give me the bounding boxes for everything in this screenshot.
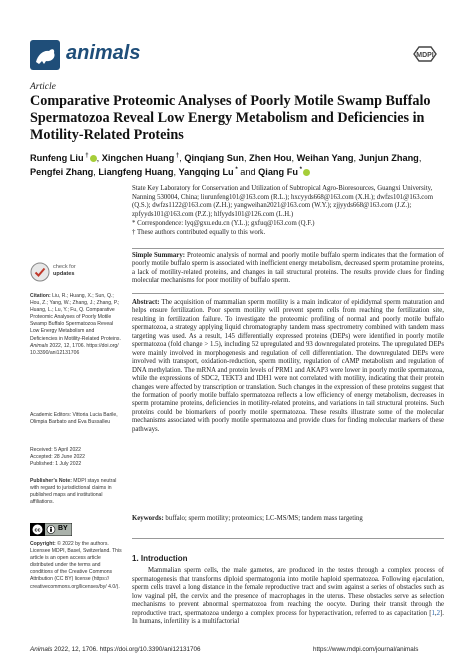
intro-text-before: Mammalian sperm cells, the male gametes, are produced in the testes through a complex process of spermatogenesis that transforms diploid spermatogonia into motile haploid spermatozoa. Following ejaculation, sperm cells travel a long distance in the female reproductive tract and swim against a series of obstacles such as low vaginal pH, the cervix and the presence of macrophages in the uterus. These obstacles serve as selection mechanisms to prevent abnormal spermatozoa from reaching the oocyte. During their transit through the reproductive tract, spermatozoa undergo a complex process for hyperactivation, referred to as capacitation [ bbox=[132, 567, 444, 617]
received-date: Received: 5 April 2022 bbox=[30, 447, 81, 453]
citation-journal: Animals bbox=[30, 342, 49, 349]
paper-title: Comparative Proteomic Analyses of Poorly Motile Swamp Buffalo Spermatozoa Reveal Low Energy Metabolism and Deficiencies in Motility-Related Proteins bbox=[30, 93, 431, 143]
orcid-icon[interactable] bbox=[90, 155, 97, 162]
author-separator: , bbox=[244, 153, 250, 164]
publisher-note bbox=[30, 478, 122, 506]
check-updates-line2: updates bbox=[53, 271, 75, 277]
divider bbox=[132, 248, 444, 249]
publisher-note-text: MDPI stays neutral with regard to jurisdictional claims in published maps and institutional affiliations. bbox=[30, 478, 117, 506]
orcid-icon[interactable] bbox=[303, 169, 310, 176]
author-separator: , bbox=[173, 167, 179, 178]
check-updates-line1: check for bbox=[53, 264, 76, 270]
copyright-label: Copyright: bbox=[30, 541, 56, 547]
author-separator: , bbox=[418, 153, 422, 164]
author-separator: , bbox=[353, 153, 359, 164]
citation-volume: 2022, 12, 1706. https://doi.org/ 10.3390/ani12131706 bbox=[30, 342, 119, 356]
check-for-updates-button[interactable] bbox=[30, 262, 100, 284]
copyright-block bbox=[30, 541, 122, 591]
ref-separator: , bbox=[434, 609, 437, 617]
divider bbox=[132, 293, 444, 294]
published-date: Published: 1 July 2022 bbox=[30, 461, 82, 468]
author-name: Pengfei Zhang bbox=[30, 167, 94, 178]
reference-link[interactable]: 1 bbox=[431, 609, 435, 617]
citation-label: Citation: bbox=[30, 293, 51, 299]
abstract-label: Abstract: bbox=[132, 299, 160, 306]
author-mark: † bbox=[174, 153, 180, 159]
divider bbox=[132, 538, 444, 539]
footer-citation-rest: 2022, 12, 1706. https://doi.org/10.3390/ani12131706 bbox=[52, 646, 201, 653]
author-separator: , bbox=[179, 153, 185, 164]
cc-badge-text: BY bbox=[58, 525, 68, 532]
article-type: Article bbox=[30, 82, 56, 92]
cc-by-license-badge[interactable] bbox=[30, 523, 72, 536]
author-name: Qiang Fu bbox=[258, 167, 298, 178]
mdpi-logo-text: MDPI bbox=[416, 52, 434, 59]
introduction-text bbox=[132, 567, 444, 627]
equal-contribution-note: † These authors contributed equally to this work. bbox=[132, 228, 266, 236]
author-mark: † bbox=[83, 153, 89, 159]
dates-block bbox=[30, 447, 122, 468]
author-name: Junjun Zhang bbox=[358, 153, 419, 164]
journal-name: animals bbox=[66, 42, 141, 64]
intro-text-after: ]. In humans, infertility is a multifactorial bbox=[132, 609, 444, 625]
mdpi-logo-icon[interactable] bbox=[410, 43, 440, 65]
author-separator: , bbox=[93, 167, 99, 178]
author-separator: and bbox=[237, 167, 259, 178]
check-updates-icon bbox=[30, 262, 50, 282]
publisher-note-label: Publisher’s Note: bbox=[30, 478, 72, 484]
author-name: Qinqiang Sun bbox=[184, 153, 245, 164]
section-heading: 1. Introduction bbox=[132, 554, 188, 563]
author-list bbox=[30, 150, 450, 178]
author-mark: * bbox=[297, 167, 302, 174]
simple-summary bbox=[132, 252, 444, 286]
footer-journal: Animals bbox=[30, 646, 53, 653]
footer-citation bbox=[30, 646, 201, 653]
copyright-text: © 2022 by the authors. Licensee MDPI, Basel, Switzerland. This article is an open access article distributed under the terms and conditions of the Creative Commons Attribution (CC BY) license (https:// creativecommons.org/licenses/by/ 4.0/). bbox=[30, 541, 122, 590]
affiliation-block bbox=[132, 185, 444, 237]
author-name: Xingchen Huang bbox=[101, 153, 175, 164]
author-name: Runfeng Liu bbox=[30, 153, 84, 164]
author-separator: , bbox=[291, 153, 297, 164]
keywords-label: Keywords: bbox=[132, 515, 164, 522]
academic-editors: Academic Editors: Vittoria Lucia Barile, Olimpia Barbato and Eva Bussalleu bbox=[30, 412, 118, 426]
simple-summary-text: Proteomic analysis of normal and poorly motile buffalo sperm indicates that the formation of poorly motile buffalo sperm is associated with inefficient energy metabolism, decreased sperm protamine proteins, a lack of motility-related proteins, and changes in tail structural proteins. The results provide clues for finding molecular mechanisms for poor motility of buffalo sperm. bbox=[132, 252, 445, 285]
author-name: Yangqing Lu bbox=[178, 167, 234, 178]
author-name: Weihan Yang bbox=[296, 153, 354, 164]
keywords bbox=[132, 515, 444, 523]
author-mark: * bbox=[233, 167, 238, 174]
citation-text: Liu, R.; Huang, X.; Sun, Q.; Hou, Z.; Yang, W.; Zhang, J.; Zhang, P.; Huang, L.; Lu, Y.; Fu, Q. Comparative Proteomic Analyses of Poorly Motile Swamp Buffalo Spermatozoa Reveal Low Energy Metabolism and Deficiencies in Motility-Related Proteins. bbox=[30, 293, 121, 342]
author-name: Liangfeng Huang bbox=[98, 167, 174, 178]
affiliation-text: State Key Laboratory for Conservation and Utilization of Subtropical Agro-Bioresources, Guangxi University, Nanning 530004, China; liurunfeng101@163.com (R.L.); hxcyyds668@163.com (X.H.); dwfzs101@163.com (Q.S.); dwfzs1122@163.com (Z.H.); yangweihan2021@163.com (W.Y.); zjjyyds668@163.com (J.Z.); zpfyyds101@163.com (P.Z.); hlfyyds101@126.com (L.H.) bbox=[132, 185, 433, 219]
correspondence-text: * Correspondence: lyq@gxu.edu.cn (Y.L.); gxfuq@163.com (Q.F.) bbox=[132, 219, 315, 227]
journal-logo-icon bbox=[30, 40, 60, 70]
citation-block bbox=[30, 293, 122, 357]
author-separator: , bbox=[96, 153, 102, 164]
keywords-text: buffalo; sperm motility; proteomics; LC-MS/MS; tandem mass targeting bbox=[163, 515, 363, 522]
abstract-text: The acquisition of mammalian sperm motility is a main indicator of epididymal sperm maturation and helps ensure fertilization. Poor sperm motility will prevent sperm cells from reaching the fertilization site, resulting in fertilization failure. To investigate the proteomic profiling of normal and poorly motile buffalo spermatozoa, a strategy applying liquid chromatography tandem mass spectrometry combined with tandem mass targeting was used. As a result, 145 differentially expressed proteins (DEPs) were identified in poorly motile spermatozoa (fold change > 1.5), including 52 upregulated and 93 downregulated proteins. The upregulated DEPs were mainly involved in morphogenesis and regulation of cell differentiation. The downregulated DEPs were involved with transport, oxidation-reduction, sperm motility, regulation of cAMP metabolism and regulation of DNA methylation. The mRNA and protein levels of PRM1 and AKAP3 were lower in poorly motile spermatozoa, while the expressions of SDC2, TEKT3 and IDH1 were not correlated with motility, indicating that their protein changes were affected by transcription or translation. Such changes in the expression of these proteins suggest that the formation of poorly motile buffalo spermatozoa reflects a low efficiency of energy metabolism, decreases in sperm protamine proteins, deficiencies in motility-related proteins, and variations in tail structural proteins. Such proteins could be biomarkers of poorly motile spermatozoa. These results illustrate some of the molecular mechanisms associated with poorly motile spermatozoa and provide clues for finding molecular markers of these pathways. bbox=[132, 299, 444, 433]
svg-text:cc: cc bbox=[34, 527, 41, 534]
author-name: Zhen Hou bbox=[249, 153, 292, 164]
simple-summary-label: Simple Summary: bbox=[132, 252, 185, 259]
reference-link[interactable]: 2 bbox=[436, 609, 441, 617]
footer-journal-link[interactable]: https://www.mdpi.com/journal/animals bbox=[313, 646, 419, 653]
abstract bbox=[132, 299, 444, 434]
accepted-date: Accepted: 28 June 2022 bbox=[30, 454, 85, 461]
